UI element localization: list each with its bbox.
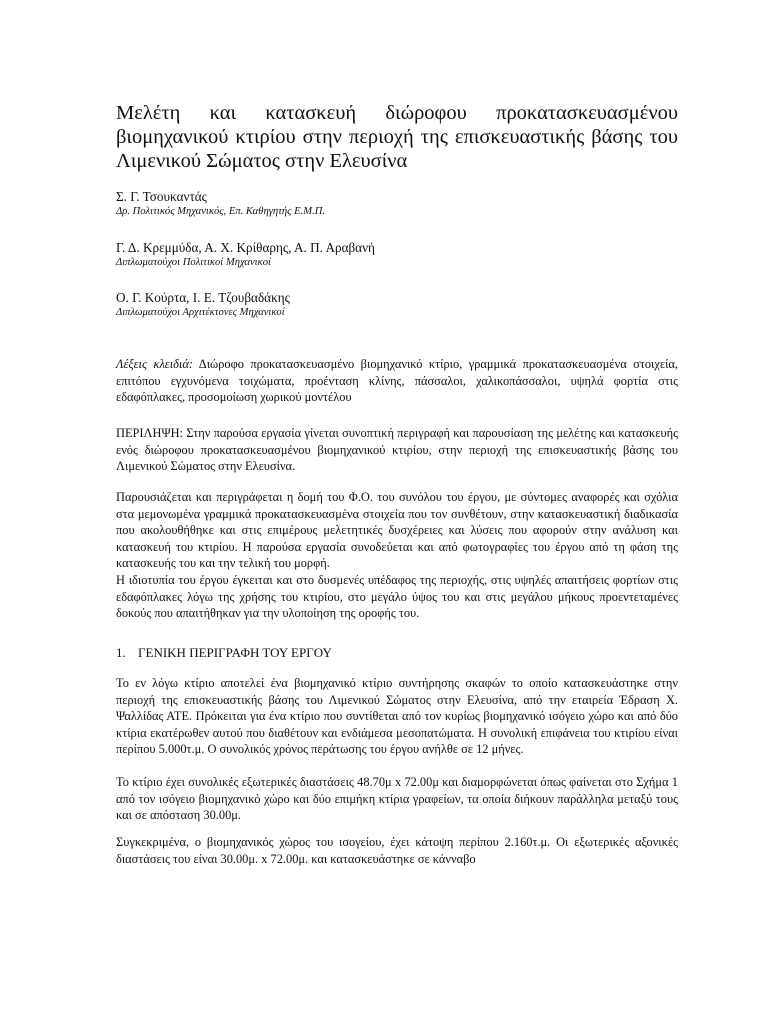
author-names: Ο. Γ. Κούρτα, Ι. Ε. Τζουβαδάκης xyxy=(116,290,290,305)
paper-title: Μελέτη και κατασκευή διώροφου προκατασκευασμένου βιομηχανικού κτιρίου στην περιοχή της επισκευαστικής βάσης του Λιμενικού Σώματος στην Ελευσίνα xyxy=(116,102,678,172)
author-affiliation: Διπλωματούχοι Πολιτικοί Μηχανικοί xyxy=(116,257,271,268)
author-names: Γ. Δ. Κρεμμύδα, Α. Χ. Κρίθαρης, Α. Π. Αραβανή xyxy=(116,240,375,255)
abstract-paragraph xyxy=(116,425,678,475)
author-group-1 xyxy=(116,188,678,219)
body-paragraph-5: Συγκεκριμένα, ο βιομηχανικός χώρος του ισογείου, έχει κάτοψη περίπου 2.160τ.μ. Οι εξωτερικές αξονικές διαστάσεις του είναι 30.00μ. x 72.00μ. και κατασκευάστηκε σε κάνναβο xyxy=(116,835,678,866)
body-paragraph-2: Η ιδιοτυπία του έργου έγκειται και στο δυσμενές υπέδαφος της περιοχής, στις υψηλές απαιτήσεις φορτίων στις εδαφόπλακες λόγω της χρήσης του κτιρίου, στο μεγάλο ύψος του και στις μεγάλου μήκους προεντεταμένες δοκούς που απαιτήθηκαν για την υλοποίηση της οροφής του. xyxy=(116,573,678,620)
abstract-label: ΠΕΡΙΛΗΨΗ: xyxy=(116,426,183,440)
author-group-2 xyxy=(116,239,678,270)
body-paragraph-3: Το εν λόγω κτίριο αποτελεί ένα βιομηχανικό κτίριο συντήρησης σκαφών το οποίο κατασκευάστηκε στην περιοχή της επισκευαστικής βάσης του Λιμενικού Σώματος στην Ελευσίνα, από την εταιρεία Έδραση Χ. Ψαλλίδας ΑΤΕ. Πρόκειται για ένα κτίριο που συντίθεται από τον κυρίως βιομηχανικό ισόγειο χώρο και από δύο κτίρια εκατέρωθεν αυτού που διαθέτουν και ενδιάμεσα μεσοπατώματα. Η συνολική επιφάνεια του κτιρίου είναι περίπου 5.000τ.μ. Ο συνολικός χρόνος περάτωσης του έργου ανήλθε σε 12 μήνες. xyxy=(116,676,678,756)
author-affiliation: Διπλωματούχοι Αρχιτέκτονες Μηχανικοί xyxy=(116,307,285,318)
body-paragraph-4: Το κτίριο έχει συνολικές εξωτερικές διαστάσεις 48.70μ x 72.00μ και διαμορφώνεται όπως φαίνεται στο Σχήμα 1 από τον ισόγειο βιομηχανικό χώρο και δύο επιμήκη κτίρια γραφείων, τα οποία διήκουν παράλληλα μεταξύ τους και σε απόσταση 30.00μ. xyxy=(116,775,678,822)
author-affiliation: Δρ. Πολιτικός Μηχανικός, Επ. Καθηγητής Ε.Μ.Π. xyxy=(116,206,326,217)
section-title: ΓΕΝΙΚΗ ΠΕΡΙΓΡΑΦΗ ΤΟΥ ΕΡΓΟΥ xyxy=(138,645,332,660)
keywords-text: Διώροφο προκατασκευασμένο βιομηχανικό κτίριο, γραμμικά προκατασκευασμένα στοιχεία, επιτόπου εγχυνόμενα τοιχώματα, προένταση κλίνης, πάσσαλοι, χαλικοπάσσαλοι, υψηλά φορτία στις εδαφόπλακες, προσομοίωση χωρικού μοντέλου xyxy=(116,357,678,404)
keywords-paragraph xyxy=(116,356,678,406)
keywords-label: Λέξεις κλειδιά: xyxy=(116,357,193,371)
body-paragraph-1: Παρουσιάζεται και περιγράφεται η δομή του Φ.Ο. του συνόλου του έργου, με σύντομες αναφορές και σχόλια στα μεμονωμένα γραμμικά προκατασκευασμένα στοιχεία που τον συνθέτουν, στην κατασκευαστική διαδικασία που ακολουθήθηκε και στις επιμέρους μελετητικές δυσχέρειες και λύσεις που αφορούν στην ανάλυση και κατασκευή του κτιρίου. Η παρούσα εργασία συνοδεύεται και από φωτογραφίες του έργου από τη φάση της κατασκευής του και την τελική του μορφή. xyxy=(116,490,678,570)
author-names: Σ. Γ. Τσουκαντάς xyxy=(116,189,207,204)
section-number: 1. xyxy=(116,645,126,660)
section-heading xyxy=(116,644,678,661)
abstract-text: Στην παρούσα εργασία γίνεται συνοπτική περιγραφή και παρουσίαση της μελέτης και κατασκευής ενός διώροφου προκατασκευασμένου βιομηχανικού κτιρίου, στην περιοχή της επισκευαστικής βάσης του Λιμενικού Σώματος στην Ελευσίνα. xyxy=(116,426,678,473)
author-group-3 xyxy=(116,289,678,320)
